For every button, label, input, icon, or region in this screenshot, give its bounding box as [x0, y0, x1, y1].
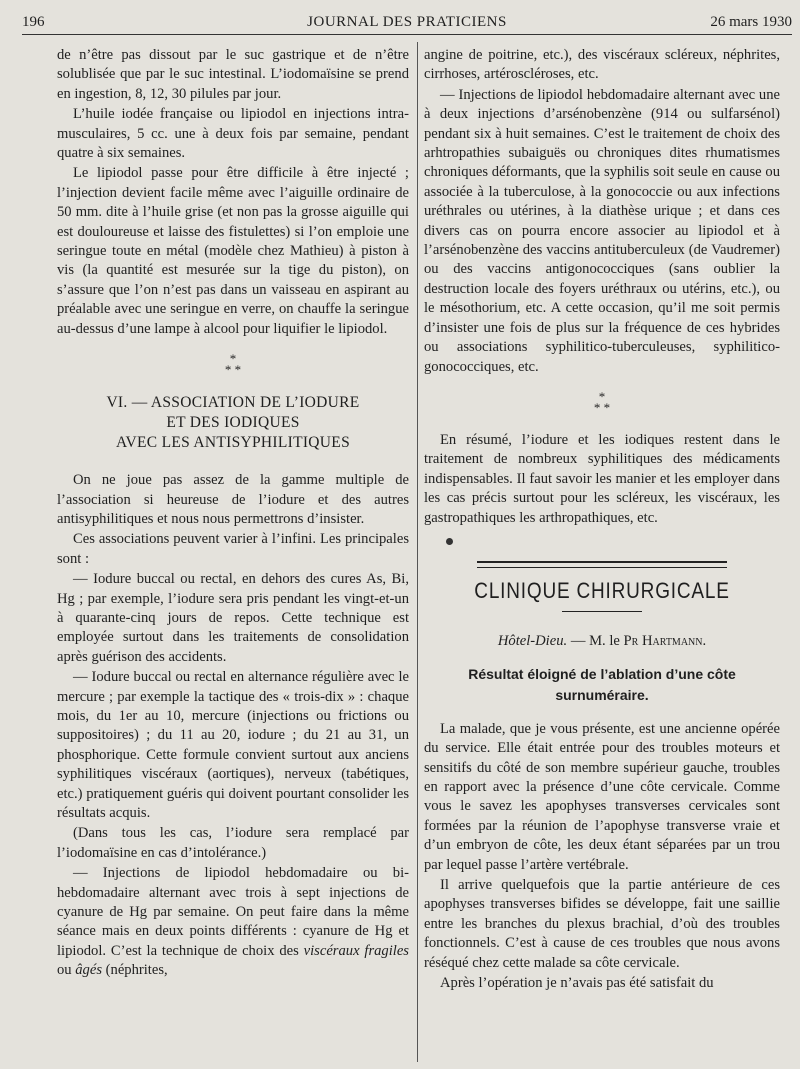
ink-dot — [446, 538, 453, 545]
paragraph: — Injections de lipiodol hebdomadaire alternant avec une à deux injections d’arsénobenzène (914 ou sulfarsénol) pendant six à huit semaines. C’est le traitement de choix des arhtropathies subaiguës ou chroniques dites rhumatismes chroniques déformants, que la syphilis soit seule en cause ou associée à la tuberculose, à la gonococcie ou aux infections uréthrales ou utérines, à la diathèse urique ; et dans ces divers cas on pourra encore associer au lipiodol et à l’arsénobenzène des vaccins antituberculeux (de Vaudremer) ou des vaccins antigonococciques (sans oublier la destruction locale des foyers uréthraux ou utérins, etc.), ou le mésothorium, etc. A cette occasion, qu’il me soit permis d’insister une fois de plus sur la fréquence de ces hybrides ou associations syphilitico-tuberculeuses, syphilitico-gonococciques, etc. — [424, 86, 780, 375]
issue-date: 26 mars 1930 — [710, 14, 792, 30]
section-separator-stars: * * * — [224, 351, 242, 378]
right-column — [424, 46, 780, 994]
section-title: CLINIQUE CHIRURGICALE — [474, 579, 730, 604]
paragraph: Après l’opération je n’avais pas été satisfait du — [440, 975, 714, 992]
section-heading: VI. — ASSOCIATION DE L’IODURE ET DES IODIQUES AVEC LES ANTISYPHILITIQUES — [106, 394, 360, 452]
paragraph: En résumé, l’iodure et les iodiques restent dans le traitement de nombreux syphilitiques des médicaments indispensables. Il faut savoir les manier et les employer dans les cas précis surtout pour les scléreux, les viscéraux, les gastropathiques les arthropathiques, etc. — [424, 431, 780, 526]
paragraph: (Dans tous les cas, l’iodure sera remplacé par l’iodomaïsine en cas d’intolérance.) — [57, 825, 409, 861]
paragraph: — Iodure buccal ou rectal en alternance régulière avec le mercure ; par exemple la tactique des « trois-dix » : chaque mois, du 1er au 10, mercure (injections ou frictions ou suppositoires) ; du 11 au 20, iodure ; du 21 au 31, un phosphorique. Cette formule convient surtout aux anciens syphilitiques viscéraux (aortiques), nerveux (tabétiques, etc.) pratiquement guéris qui doivent pourtant consolider les résultats acquis. — [57, 669, 409, 821]
paragraph: Le lipiodol passe pour être difficile à être injecté ; l’injection devient facile même avec l’aiguille ordinaire de 50 mm. dite à l’huile grise (et non pas la grosse aiguille qui est douloureuse et laisse des fistulettes) si l’on emploie une seringue toute en métal (modèle chez Mathieu) à piston à vis (la quantité est mesurée sur la tige du piston), on s’assure que l’on n’est pas dans un vaisseau en aspirant au préalable avec une seringue en verre, on chauffe la seringue au-dessus d’une lampe à alcool pour liquifier le lipiodol. — [57, 165, 409, 337]
section-separator-stars: * * * — [593, 388, 611, 415]
journal-title: JOURNAL DES PRATICIENS — [307, 14, 507, 30]
column-divider — [417, 42, 418, 1062]
paragraph: angine de poitrine, etc.), des viscéraux scléreux, néphrites, cirrhoses, artéroscléroses, etc. — [424, 47, 780, 83]
paragraph: de n’être pas dissout par le suc gastrique et de n’être solublisée que par le suc intestinal. L’iodomaïsine se prend en ingestion, 8, 12, 30 pilules par jour. — [57, 47, 409, 102]
paragraph: — Injections de lipiodol hebdomadaire ou bi-hebdomadaire alternant avec trois à sept injections de cyanure de Hg par semaine. On peut faire dans la même séance mais en deux points différents : cyanure de Hg et lipiodol. C’est la technique de choix des viscéraux fragiles ou âgés (néphrites, — [57, 865, 409, 979]
page-header — [22, 8, 792, 35]
paragraph: — Iodure buccal ou rectal, en dehors des cures As, Bi, Hg ; par exemple, l’iodure sera pris pendant les vingt-et-un à quarante-cinq jours de repos. Cette technique est employée surtout dans les traitements de consolidation après guérison des accidents. — [57, 571, 409, 665]
article-title: Résultat éloigné de l’ablation d’une côte surnuméraire. — [468, 665, 736, 703]
page-number: 196 — [22, 14, 45, 30]
title-rule — [562, 611, 642, 612]
paragraph: La malade, que je vous présente, est une ancienne opérée du service. Elle était entrée pour des troubles moteurs et sensitifs du côté de son membre supérieur gauche, troubles en rapport avec la présence d’une côte cervicale. Comme vous le savez les apophyses transverses cervicales sont formées par la réunion de l’apophyse transverse vraie et d’un embryon de côte, les deux étant séparées par un trou par lequel passe l’artère vertébrale. — [424, 720, 780, 873]
left-column — [57, 46, 409, 982]
paragraph: Il arrive quelquefois que la partie antérieure de ces apophyses transverses bifides se développe, fait une saillie entre les branches du plexus brachial, d’où des troubles fonctionnels. C’est à cause de ces troubles que nous avons réséqué chez cette malade sa côte cervicale. — [424, 877, 780, 971]
paragraph: Ces associations peuvent varier à l’infini. Les principales sont : — [57, 531, 409, 567]
paragraph: L’huile iodée française ou lipiodol en injections intra-musculaires, 5 cc. une à deux fois par semaine, pendant quatre à six semaines. — [57, 106, 409, 162]
section-rule — [477, 561, 727, 568]
paragraph: On ne joue pas assez de la gamme multiple de l’association si heureuse de l’iodure et des autres antisyphilitiques et nous nous permettrons d’insister. — [57, 472, 409, 527]
byline: Hôtel-Dieu. — M. le Pr Hartmann. — [497, 633, 707, 650]
